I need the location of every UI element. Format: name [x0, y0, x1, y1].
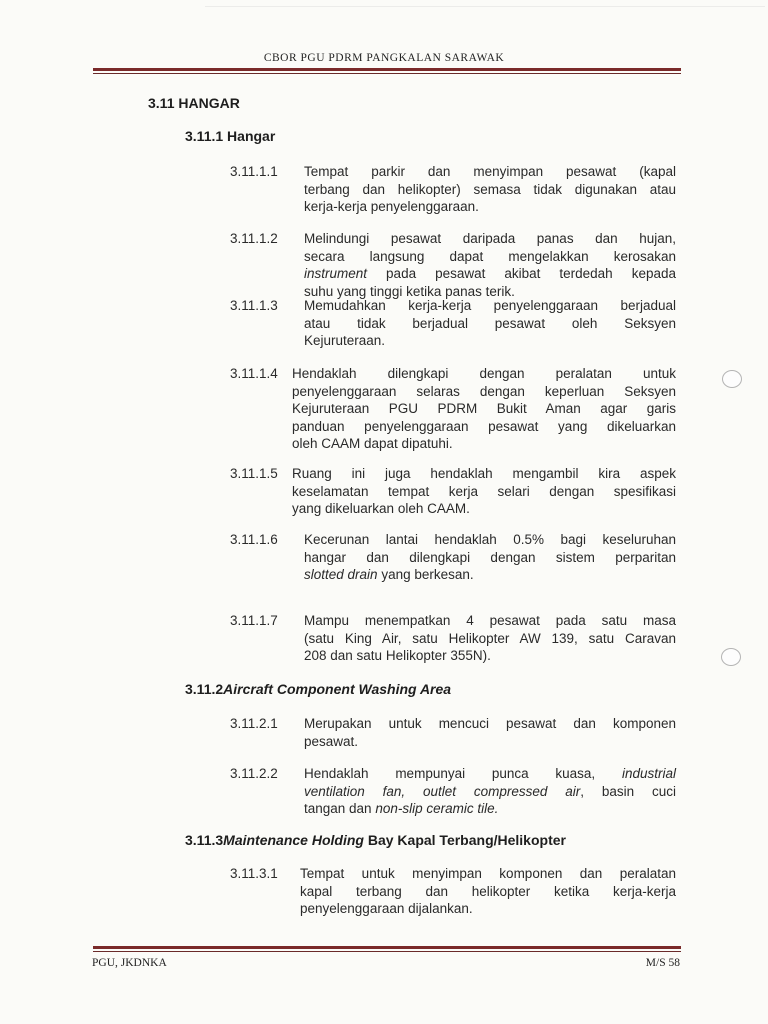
text-line: penyelenggaraan selaras dengan keperluan Seksyen: [292, 383, 676, 399]
item-number: 3.11.2.1: [230, 716, 278, 731]
subsection-number: 3.11.3: [185, 832, 224, 848]
text-line: secara langsung dapat mengelakkan kerosakan: [304, 248, 676, 264]
item-number: 3.11.1.6: [230, 532, 278, 547]
text-line: Memudahkan kerja-kerja penyelenggaraan berjadual: [304, 298, 676, 313]
page-number: M/S 58: [645, 957, 680, 969]
item-text: [304, 715, 676, 750]
italic-term: ventilation fan, outlet compressed air: [304, 783, 581, 799]
scan-edge-line: [205, 6, 765, 7]
text-line: atau tidak berjadual pesawat oleh Seksyen: [304, 315, 676, 331]
text-line: keselamatan tempat kerja selari dengan spesifikasi: [292, 483, 676, 499]
item-text: [304, 297, 676, 350]
text-line: panduan penyelenggaraan pesawat yang dikeluarkan: [292, 418, 676, 434]
item-number: 3.11.1.1: [230, 164, 278, 179]
text-line: [304, 800, 676, 818]
text-line: (satu King Air, satu Helikopter AW 139, satu Caravan: [304, 630, 676, 646]
text-line: penyelenggaraan dijalankan.: [300, 901, 473, 916]
page-header: CBOR PGU PDRM PANGKALAN SARAWAK: [263, 52, 505, 64]
header-rule: [93, 68, 681, 71]
text-line: [304, 765, 676, 783]
item-text: [304, 163, 676, 216]
text-line: [304, 566, 676, 584]
text-line: Ruang ini juga hendaklah mengambil kira aspek: [292, 466, 676, 481]
text-line: [304, 783, 676, 801]
text-fragment: Hendaklah mempunyai punca kuasa,: [304, 766, 596, 781]
item-text: [300, 865, 676, 918]
text-line: oleh CAAM dapat dipatuhi.: [292, 436, 453, 451]
text-fragment: pada pesawat akibat terdedah kepada: [386, 266, 676, 281]
text-line: Tempat untuk menyimpan komponen dan peralatan: [300, 866, 676, 881]
section-heading: [148, 95, 240, 111]
subsection-title-italic: Maintenance Holding: [223, 832, 364, 848]
text-line: terbang dan helikopter) semasa tidak digunakan atau: [304, 181, 676, 197]
text-line: Kejuruteraan.: [304, 333, 386, 348]
item-text: [304, 531, 676, 584]
text-line: hangar dan dilengkapi dengan sistem perparitan: [304, 549, 676, 565]
item-text: [292, 465, 676, 518]
item-number: 3.11.3.1: [230, 866, 278, 881]
subsection-heading-maintenance-bay: [185, 832, 566, 848]
item-number: 3.11.1.5: [230, 466, 278, 481]
text-line: Hendaklah dilengkapi dengan peralatan untuk: [292, 366, 676, 381]
subsection-title: Bay Kapal Terbang/Helikopter: [367, 832, 566, 848]
footer-org: PGU, JKDNKA: [92, 957, 167, 969]
text-line: kapal terbang dan helikopter ketika kerja-kerja: [300, 883, 676, 899]
text-line: Tempat parkir dan menyimpan pesawat (kapal: [304, 164, 676, 179]
text-line: [304, 265, 676, 283]
italic-term: non-slip ceramic tile.: [375, 801, 499, 816]
text-line: suhu yang tinggi ketika panas terik.: [304, 283, 515, 299]
text-fragment: tangan dan: [304, 801, 372, 816]
punch-hole-mark: [721, 648, 741, 666]
footer-rule: [93, 946, 681, 949]
text-fragment: yang berkesan.: [381, 567, 474, 582]
subsection-heading-washing-area: [185, 681, 451, 697]
text-line: Merupakan untuk mencuci pesawat dan komponen: [304, 716, 676, 731]
text-line: Melindungi pesawat daripada panas dan hujan,: [304, 231, 676, 246]
section-number: 3.11: [148, 95, 175, 111]
subsection-number: 3.11.2: [185, 681, 224, 697]
subsection-heading-hangar: 3.11.1 Hangar: [185, 128, 276, 144]
text-line: pesawat.: [304, 733, 359, 749]
item-number: 3.11.2.2: [230, 766, 278, 781]
footer-rule-thin: [93, 951, 681, 952]
italic-term: instrument: [304, 266, 368, 281]
italic-term: industrial: [621, 766, 676, 781]
section-title: HANGAR: [178, 95, 240, 111]
item-number: 3.11.1.2: [230, 231, 278, 246]
text-line: Kecerunan lantai hendaklah 0.5% bagi keseluruhan: [304, 532, 676, 547]
text-line: Kejuruteraan PGU PDRM Bukit Aman agar garis: [292, 401, 676, 416]
text-line: Mampu menempatkan 4 pesawat pada satu masa: [304, 613, 676, 628]
text-fragment: , basin cuci: [580, 783, 676, 799]
item-number: 3.11.1.7: [230, 613, 278, 628]
text-line: yang dikeluarkan oleh CAAM.: [292, 501, 470, 516]
italic-term: slotted drain: [304, 567, 378, 582]
header-rule-thin: [93, 73, 681, 74]
subsection-title: Aircraft Component Washing Area: [223, 681, 452, 697]
item-text: [304, 612, 676, 665]
text-line: kerja-kerja penyelenggaraan.: [304, 199, 479, 214]
text-line: 208 dan satu Helikopter 355N).: [304, 648, 491, 663]
item-text: [292, 365, 676, 453]
item-text: [304, 765, 676, 818]
item-number: 3.11.1.4: [230, 366, 278, 381]
item-text: [304, 230, 676, 300]
item-number: 3.11.1.3: [230, 298, 278, 313]
punch-hole-mark: [722, 370, 742, 388]
